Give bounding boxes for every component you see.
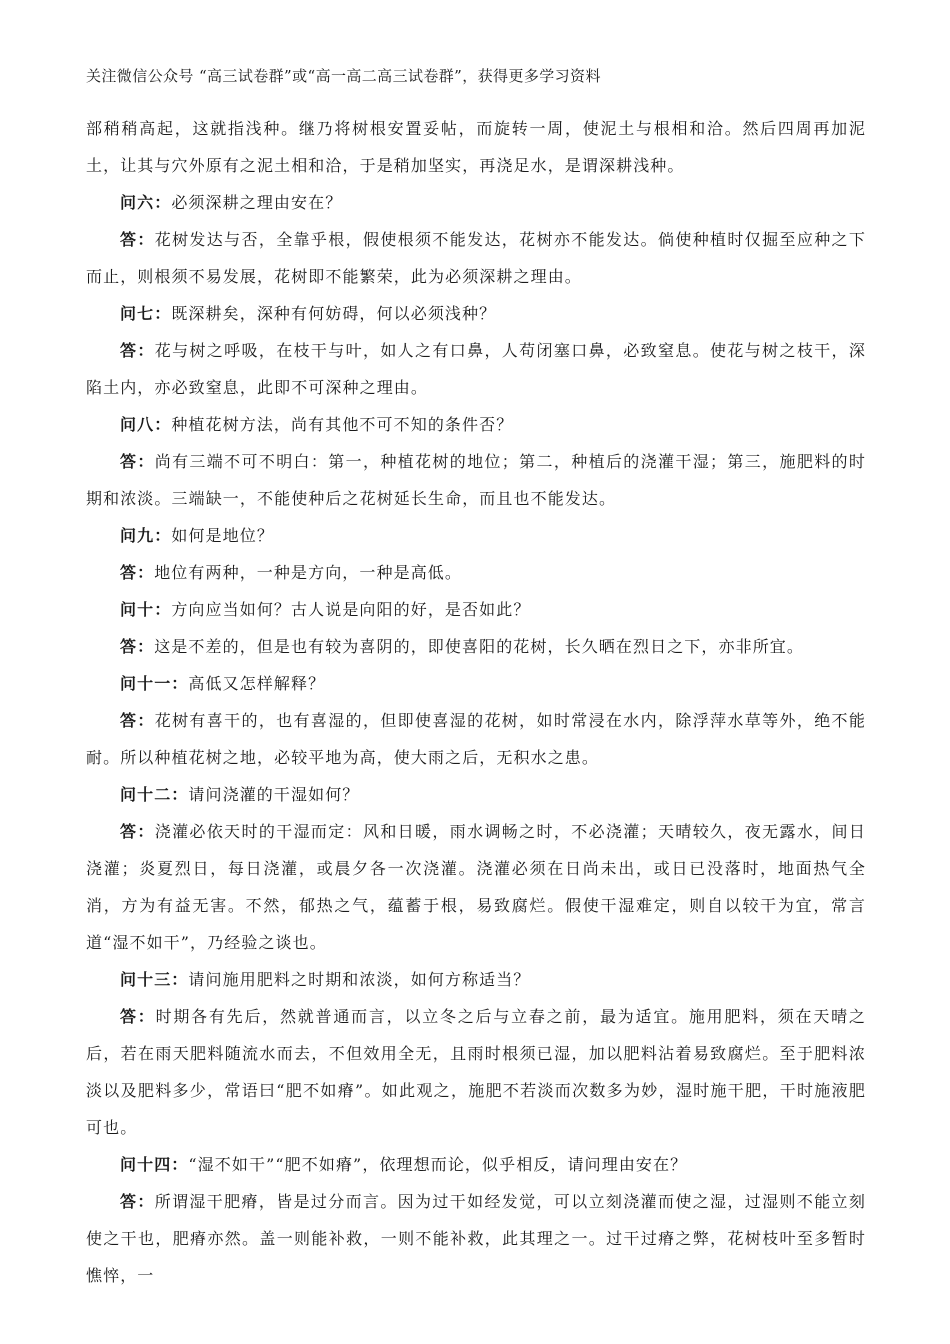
question-8 (86, 406, 866, 443)
question-label: 问八： (120, 415, 172, 434)
intro-paragraph: 部稍稍高起，这就指浅种。继乃将树根安置妥帖，而旋转一周，使泥土与根相和洽。然后四周再加泥土，让其与穴外原有之泥土相和洽，于是稍加坚实，再浇足水，是谓深耕浅种。 (86, 119, 866, 175)
page-header: 关注微信公众号 “高三试卷群”或“高一高二高三试卷群”，获得更多学习资料 (86, 67, 601, 85)
question-label: 问九： (120, 526, 172, 545)
answer-text: 时期各有先后，然就普通而言，以立冬之后与立春之前，最为适宜。施用肥料，须在天晴之后，若在雨天肥料随流水而去，不但效用全无，且雨时根须已湿，加以肥料沾着易致腐烂。至于肥料浓淡以及肥料多少，常语曰“肥不如瘠”。如此观之，施肥不若淡而次数多为妙，湿时施干肥，干时施液肥可也。 (86, 1007, 866, 1137)
answer-13 (86, 998, 866, 1146)
answer-7 (86, 332, 866, 406)
answer-text: 尚有三端不可不明白：第一，种植花树的地位；第二，种植后的浇灌干湿；第三，施肥料的时期和浓淡。三端缺一，不能使种后之花树延长生命，而且也不能发达。 (86, 452, 866, 508)
question-text: 种植花树方法，尚有其他不可不知的条件否？ (171, 415, 514, 434)
question-12 (86, 776, 866, 813)
answer-text: 花与树之呼吸，在枝干与叶，如人之有口鼻，人苟闭塞口鼻，必致窒息。使花与树之枝干，深陷土内，亦必致窒息，此即不可深种之理由。 (86, 341, 866, 397)
answer-text: 花树发达与否，全靠乎根，假使根须不能发达，花树亦不能发达。倘使种植时仅掘至应种之下而止，则根须不易发展，花树即不能繁荣，此为必须深耕之理由。 (86, 230, 866, 286)
answer-12 (86, 813, 866, 961)
answer-label: 答： (120, 711, 155, 730)
answer-label: 答： (120, 822, 155, 841)
question-9 (86, 517, 866, 554)
question-text: 请问浇灌的干湿如何？ (188, 785, 360, 804)
question-11 (86, 665, 866, 702)
answer-label: 答： (120, 230, 155, 249)
question-label: 问七： (120, 304, 172, 323)
question-text: 必须深耕之理由安在？ (171, 193, 343, 212)
question-text: “湿不如干”“肥不如瘠”，依理想而论，似乎相反，请问理由安在？ (188, 1155, 688, 1174)
question-label: 问十四： (120, 1155, 189, 1174)
question-label: 问十一： (120, 674, 189, 693)
question-label: 问十： (120, 600, 172, 619)
question-text: 方向应当如何？古人说是向阳的好，是否如此？ (171, 600, 531, 619)
question-text: 高低又怎样解释？ (188, 674, 326, 693)
answer-label: 答： (120, 637, 155, 656)
question-13 (86, 961, 866, 998)
answer-label: 答： (120, 452, 155, 471)
question-10 (86, 591, 866, 628)
answer-text: 这是不差的，但是也有较为喜阴的，即使喜阳的花树，长久晒在烈日之下，亦非所宜。 (154, 637, 805, 656)
question-label: 问六： (120, 193, 172, 212)
question-text: 请问施用肥料之时期和浓淡，如何方称适当？ (188, 970, 531, 989)
answer-label: 答： (120, 1007, 156, 1026)
answer-14 (86, 1183, 866, 1294)
answer-text: 所谓湿干肥瘠，皆是过分而言。因为过干如经发觉，可以立刻浇灌而使之湿，过湿则不能立刻使之干也，肥瘠亦然。盖一则能补救，一则不能补救，此其理之一。过干过瘠之弊，花树枝叶至多暂时憔悴，一 (86, 1192, 866, 1285)
question-text: 如何是地位？ (171, 526, 274, 545)
answer-label: 答： (120, 1192, 155, 1211)
answer-text: 浇灌必依天时的干湿而定：风和日暖，雨水调畅之时，不必浇灌；天晴较久，夜无露水，间日浇灌；炎夏烈日，每日浇灌，或晨夕各一次浇灌。浇灌必须在日尚未出，或日已没落时，地面热气全消，方为有益无害。不然，郁热之气，蕴蓄于根，易致腐烂。假使干湿难定，则自以较干为宜，常言道“湿不如干”，乃经验之谈也。 (86, 822, 866, 952)
document-body (86, 110, 866, 1294)
question-6 (86, 184, 866, 221)
answer-text: 地位有两种，一种是方向，一种是高低。 (154, 563, 463, 582)
question-text: 既深耕矣，深种有何妨碍，何以必须浅种？ (171, 304, 497, 323)
question-14 (86, 1146, 866, 1183)
question-7 (86, 295, 866, 332)
answer-6 (86, 221, 866, 295)
question-label: 问十三： (120, 970, 189, 989)
answer-8 (86, 443, 866, 517)
answer-label: 答： (120, 341, 155, 360)
answer-label: 答： (120, 563, 155, 582)
answer-9 (86, 554, 866, 591)
answer-10 (86, 628, 866, 665)
question-label: 问十二： (120, 785, 189, 804)
answer-11 (86, 702, 866, 776)
answer-text: 花树有喜干的，也有喜湿的，但即使喜湿的花树，如时常浸在水内，除浮萍水草等外，绝不能耐。所以种植花树之地，必较平地为高，使大雨之后，无积水之患。 (86, 711, 866, 767)
